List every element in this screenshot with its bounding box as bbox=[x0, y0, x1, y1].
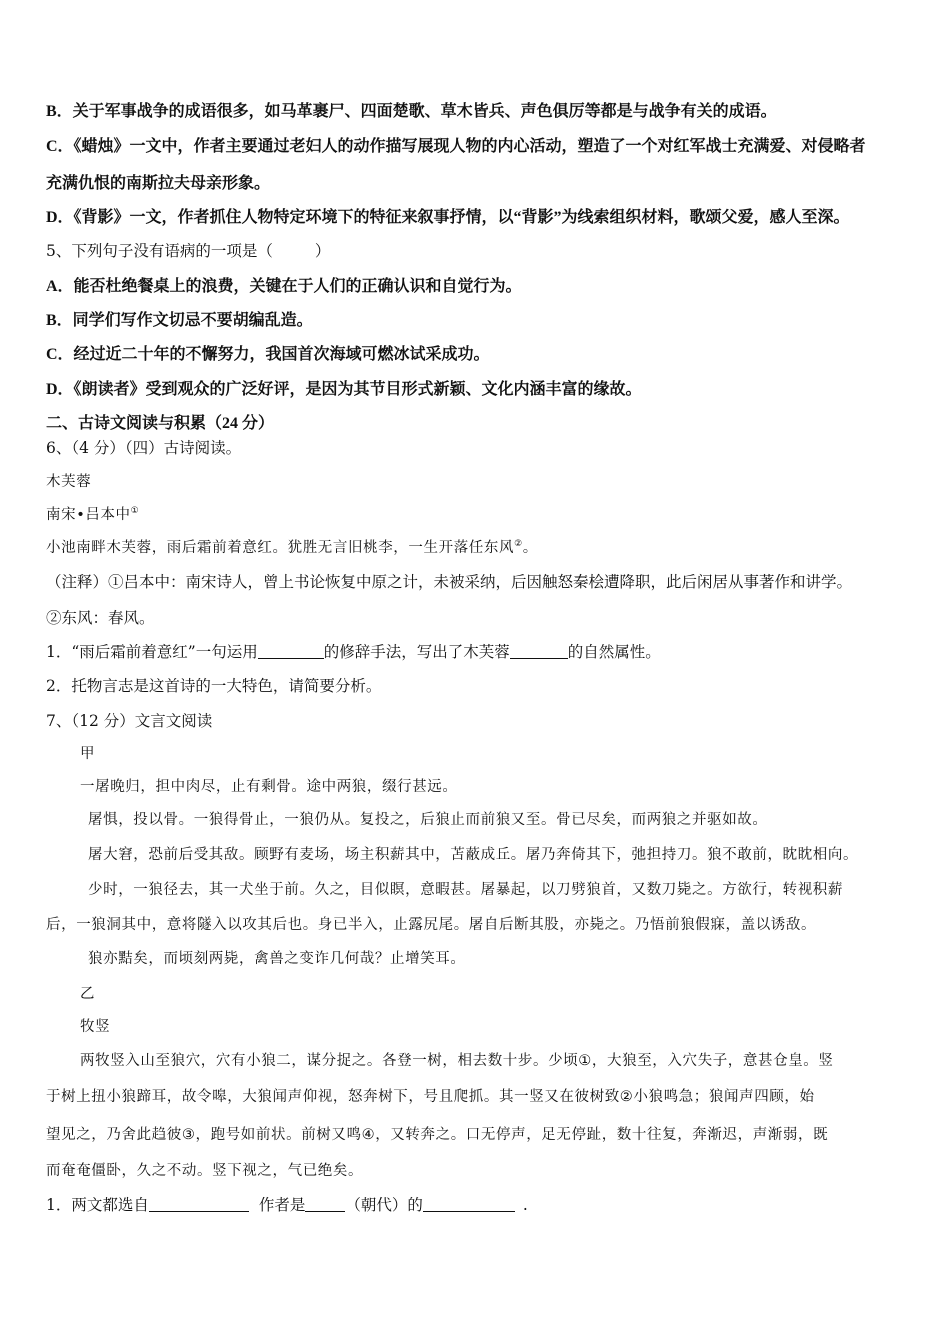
q5-option-b: B．同学们写作文切忌不要胡编乱造。 bbox=[46, 312, 313, 329]
passage-jia-p4-line2: 后，一狼洞其中，意将隧入以攻其后也。身已半入，止露尻尾。屠自后断其股，亦毙之。乃悟前狼假寐，盖以诱敌。 bbox=[46, 917, 817, 933]
answer-blank[interactable] bbox=[149, 1195, 249, 1212]
poem-author bbox=[46, 505, 910, 525]
q7-sub1-text-d: . bbox=[522, 1196, 528, 1214]
poem-text-end: 。 bbox=[522, 540, 538, 556]
poem-text bbox=[46, 538, 910, 558]
passage-yi-line1: 两牧竖入山至狼穴，穴有小狼二，谋分捉之。各登一树，相去数十步。少顷①，大狼至，入穴失子，意甚仓皇。竖 bbox=[80, 1053, 834, 1069]
q6-sub1-text-c: 的自然属性。 bbox=[567, 643, 661, 661]
passage-jia-p5: 狼亦黠矣，而顷刻两毙，禽兽之变诈几何哉？止增笑耳。 bbox=[88, 951, 466, 967]
passage-yi-title: 牧竖 bbox=[80, 1019, 111, 1035]
answer-blank[interactable] bbox=[305, 1195, 345, 1212]
q5-option-a: A．能否杜绝餐桌上的浪费，关键在于人们的正确认识和自觉行为。 bbox=[46, 278, 522, 295]
poem-text-note-mark: ② bbox=[514, 539, 523, 549]
poem-author-note-mark: ① bbox=[130, 506, 140, 516]
q4-option-b: B．关于军事战争的成语很多，如马革裹尸、四面楚歌、草木皆兵、声色俱厉等都是与战争有关的成语。 bbox=[46, 103, 777, 120]
q6-sub1 bbox=[46, 642, 910, 662]
answer-blank[interactable] bbox=[258, 642, 324, 659]
answer-blank[interactable] bbox=[423, 1195, 515, 1212]
passage-yi-line2: 于树上扭小狼蹄耳，故令嗥，大狼闻声仰视，怒奔树下，号且爬抓。其一竖又在彼树致②小狼鸣急；狼闻声四顾，始 bbox=[46, 1089, 815, 1105]
passage-jia-p2: 屠惧，投以骨。一狼得骨止，一狼仍从。复投之，后狼止而前狼又至。骨已尽矣，而两狼之并驱如故。 bbox=[88, 812, 768, 828]
passage-jia-p1: 一屠晚归，担中肉尽，止有剩骨。途中两狼，缀行甚远。 bbox=[80, 779, 458, 795]
passage-yi-line4: 而奄奄僵卧，久之不动。竖下视之，气已绝矣。 bbox=[46, 1163, 364, 1179]
q7-sub1-text-b: 作者是 bbox=[258, 1196, 306, 1214]
q4-option-c-line1: C．《蜡烛》一文中，作者主要通过老妇人的动作描写展现人物的内心活动，塑造了一个对红军战士充满爱、对侵略者 bbox=[46, 138, 866, 155]
passage-yi-line3: 望见之，乃舍此趋彼③，跑号如前状。前树又鸣④，又转奔之。口无停声，足无停趾，数十往复，奔渐迟，声渐弱，既 bbox=[46, 1127, 829, 1143]
poem-text-body: 小池南畔木芙蓉，雨后霜前着意红。犹胜无言旧桃李，一生开落任东风 bbox=[46, 540, 515, 556]
passage-jia-label: 甲 bbox=[80, 746, 96, 762]
q5-option-c: C．经过近二十年的不懈努力，我国首次海域可燃冰试采成功。 bbox=[46, 346, 490, 363]
passage-jia-p3: 屠大窘，恐前后受其敌。顾野有麦场，场主积薪其中，苫蔽成丘。屠乃奔倚其下，弛担持刀。狼不敢前，眈眈相向。 bbox=[88, 847, 859, 863]
answer-blank[interactable] bbox=[510, 642, 568, 659]
q7-sub1-text-c: （朝代）的 bbox=[345, 1196, 423, 1214]
section-2-heading: 二、古诗文阅读与积累（24 分） bbox=[46, 415, 275, 432]
poem-author-name: 南宋•吕本中 bbox=[46, 507, 131, 523]
q7-sub1-text-a: 1．两文都选自 bbox=[46, 1196, 149, 1214]
q7-heading: 7、（12 分）文言文阅读 bbox=[46, 712, 213, 730]
q6-sub2: 2．托物言志是这首诗的一大特色，请简要分析。 bbox=[46, 677, 382, 695]
q5-option-d: D．《朗读者》受到观众的广泛好评，是因为其节目形式新颖、文化内涵丰富的缘故。 bbox=[46, 381, 642, 398]
passage-jia-p4-line1: 少时，一狼径去，其一犬坐于前。久之，目似瞑，意暇甚。屠暴起，以刀劈狼首，又数刀毙之。方欲行，转视积薪 bbox=[88, 882, 843, 898]
q4-option-c-line2: 充满仇恨的南斯拉夫母亲形象。 bbox=[46, 175, 271, 192]
q5-question bbox=[46, 241, 910, 261]
poem-note-2: ②东风：春风。 bbox=[46, 609, 155, 627]
q5-question-text: 5、下列句子没有语病的一项是（ bbox=[46, 242, 273, 260]
poem-title: 木芙蓉 bbox=[46, 474, 92, 490]
q6-heading: 6、（4 分）（四）古诗阅读。 bbox=[46, 439, 242, 457]
q5-question-close: ） bbox=[314, 242, 331, 260]
q6-sub1-text-b: 的修辞手法，写出了木芙蓉 bbox=[323, 643, 510, 661]
q4-option-d: D．《背影》一文，作者抓住人物特定环境下的特征来叙事抒情，以“背影”为线索组织材料，歌颂父爱，感人至深。 bbox=[46, 209, 850, 226]
poem-note-1: （注释）①吕本中：南宋诗人，曾上书论恢复中原之计，未被采纳，后因触怒秦桧遭降职，此后闲居从事著作和讲学。 bbox=[46, 573, 853, 591]
passage-yi-label: 乙 bbox=[80, 986, 96, 1002]
q7-sub1 bbox=[46, 1195, 910, 1215]
q6-sub1-text-a: 1．“雨后霜前着意红”一句运用 bbox=[46, 643, 258, 661]
